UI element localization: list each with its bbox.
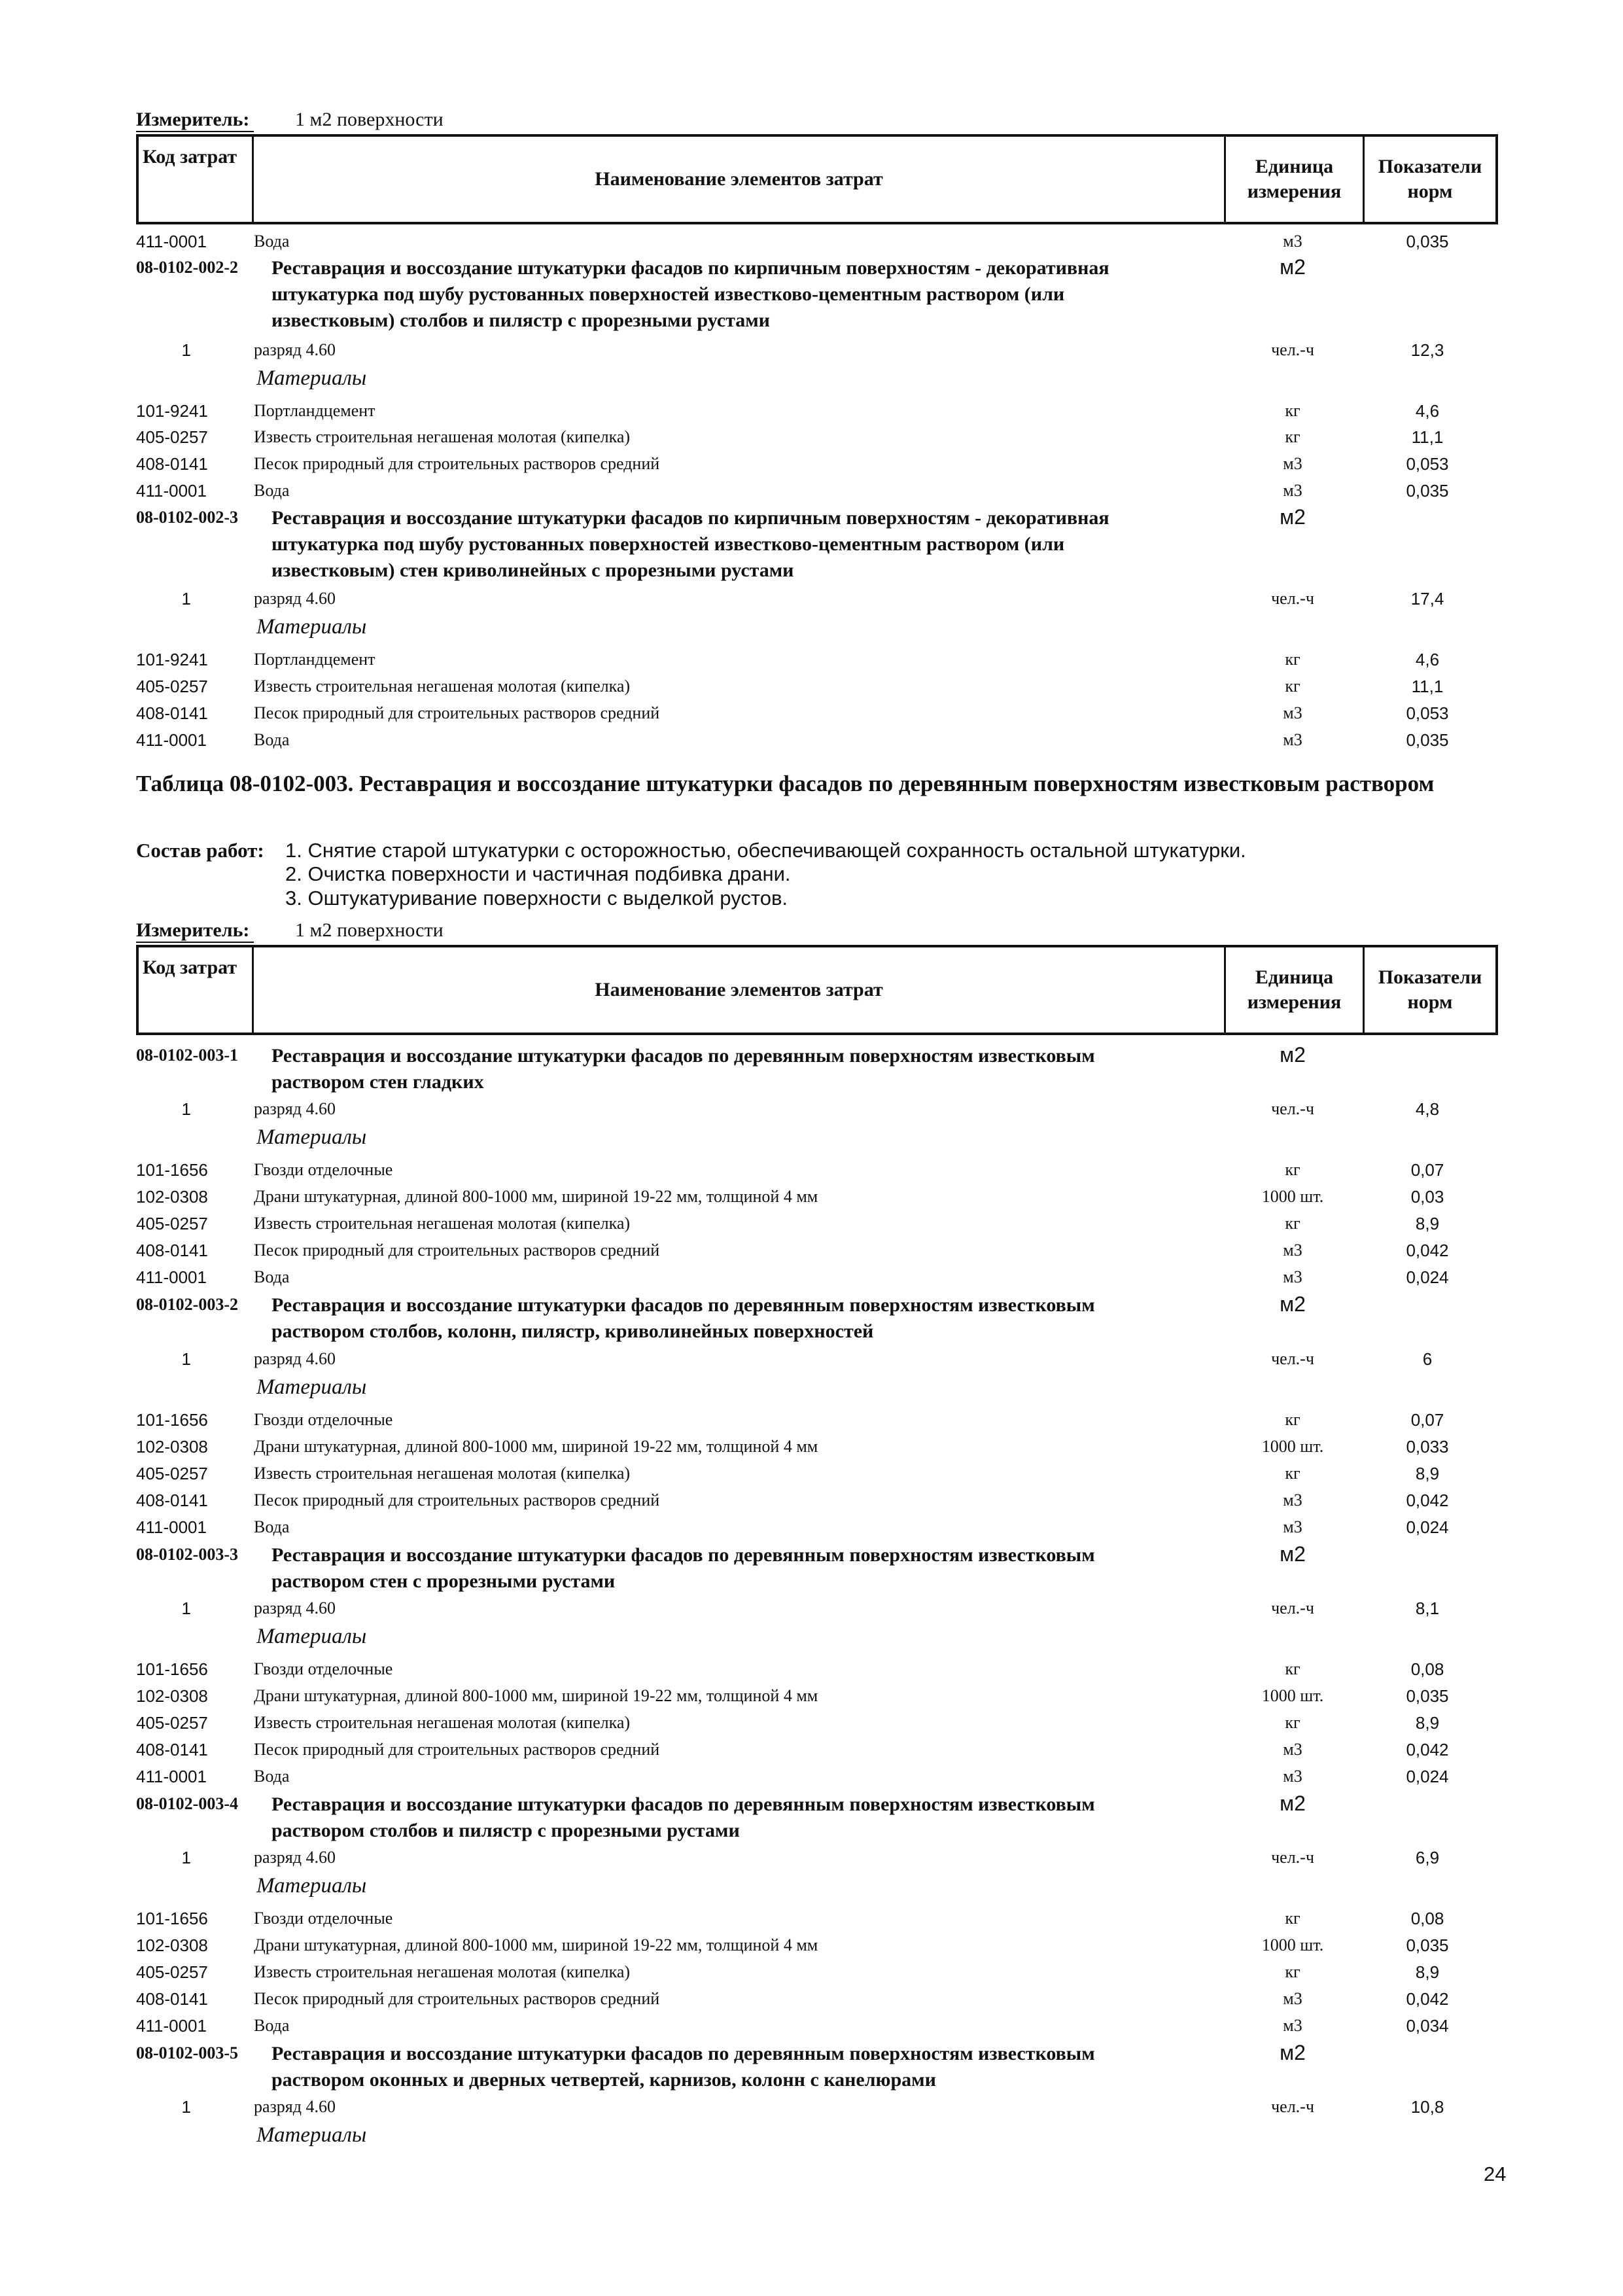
norm-title: Реставрация и воссоздание штукатурки фасадов по деревянным поверхностям известковым раствором столбов и пилястр с прорезными рустами — [271, 1793, 1095, 1841]
page-number: 24 — [1484, 2163, 1507, 2185]
row-unit: 1000 шт. — [1261, 1935, 1324, 1954]
row-value: 11,1 — [1411, 677, 1444, 696]
row-value: 6,9 — [1415, 1848, 1440, 1867]
row-code: 101-1656 — [136, 1659, 208, 1679]
norm-title: Реставрация и воссоздание штукатурки фасадов по деревянным поверхностям известковым раствором оконных и дверных четвертей, карнизов, колонн с канелюрами — [271, 2043, 1095, 2091]
row-unit: кг — [1285, 677, 1300, 696]
row-num: 1 — [181, 1349, 191, 1369]
works-label: Состав работ: — [136, 839, 264, 862]
norm-code: 08-0102-003-5 — [136, 2043, 238, 2062]
row-value: 4,8 — [1415, 1099, 1440, 1119]
row-name: Песок природный для строительных растворов средний — [254, 454, 660, 473]
materials-label: Материалы — [256, 366, 367, 390]
row-unit: м3 — [1283, 730, 1302, 749]
row-name: Портландцемент — [254, 401, 375, 420]
header-code: Код затрат — [139, 947, 254, 1033]
table-title: Таблица 08-0102-003. Реставрация и воссоздание штукатурки фасадов по деревянным поверхностям известковым раствором — [136, 771, 1435, 796]
materials-label: Материалы — [256, 1874, 367, 1898]
row-name: Драни штукатурная, длиной 800-1000 мм, шириной 19-22 мм, толщиной 4 мм — [254, 1935, 818, 1954]
norm-unit: м2 — [1280, 1043, 1306, 1067]
row-name: Драни штукатурная, длиной 800-1000 мм, шириной 19-22 мм, толщиной 4 мм — [254, 1437, 818, 1456]
row-unit: м3 — [1283, 1767, 1302, 1786]
row-unit: кг — [1285, 1659, 1300, 1678]
row-code: 102-0308 — [136, 1437, 208, 1457]
materials-label: Материалы — [256, 1625, 367, 1648]
row-value: 10,8 — [1410, 2097, 1444, 2117]
header-name: Наименование элементов затрат — [254, 137, 1226, 222]
norm-unit: м2 — [1280, 505, 1306, 529]
row-name: Песок природный для строительных растворов средний — [254, 703, 660, 722]
row-name: Вода — [254, 1267, 290, 1286]
row-value: 8,1 — [1415, 1598, 1440, 1618]
row-code: 102-0308 — [136, 1935, 208, 1955]
row-value: 12,3 — [1410, 340, 1444, 360]
norm-unit: м2 — [1280, 255, 1306, 279]
row-name: Вода — [254, 1767, 290, 1786]
row-unit: м3 — [1283, 2016, 1302, 2035]
row-value: 0,053 — [1406, 703, 1449, 723]
measure-label: Измеритель: — [136, 109, 250, 130]
row-name: Вода — [254, 481, 290, 500]
header-code: Код затрат — [139, 137, 254, 222]
norm-title: Реставрация и воссоздание штукатурки фасадов по деревянным поверхностям известковым раствором столбов, колонн, пилястр, криволинейных поверхностей — [271, 1294, 1095, 1342]
norm-code: 08-0102-003-4 — [136, 1794, 238, 1813]
norm-code: 08-0102-003-3 — [136, 1545, 238, 1564]
row-unit: 1000 шт. — [1261, 1437, 1324, 1456]
row-unit: кг — [1285, 1160, 1300, 1179]
works-item: 3. Оштукатуривание поверхности с выделкой рустов. — [285, 887, 788, 910]
row-code: 405-0257 — [136, 1713, 208, 1733]
row-unit: кг — [1285, 650, 1300, 669]
row-code: 101-1656 — [136, 1909, 208, 1928]
row-code: 408-0141 — [136, 454, 208, 474]
row-code: 101-9241 — [136, 401, 208, 421]
row-num: 1 — [181, 1099, 191, 1119]
row-code: 102-0308 — [136, 1686, 208, 1706]
row-value: 8,9 — [1415, 1464, 1440, 1483]
row-code: 405-0257 — [136, 1214, 208, 1233]
row-unit: 1000 шт. — [1261, 1686, 1324, 1705]
row-code: 411-0001 — [136, 2016, 207, 2036]
row-unit: 1000 шт. — [1261, 1187, 1324, 1206]
row-name: Драни штукатурная, длиной 800-1000 мм, шириной 19-22 мм, толщиной 4 мм — [254, 1686, 818, 1705]
measure-line-top — [136, 109, 444, 131]
row-code: 405-0257 — [136, 1464, 208, 1483]
row-value: 8,9 — [1415, 1713, 1440, 1733]
row-name: разряд 4.60 — [254, 340, 336, 359]
row-value: 0,024 — [1406, 1267, 1449, 1287]
header-unit: Единица измерения — [1226, 947, 1365, 1033]
row-unit: м3 — [1283, 1267, 1302, 1286]
norm-code: 08-0102-002-2 — [136, 258, 238, 277]
row-value: 0,035 — [1406, 232, 1449, 251]
table-header-top — [136, 134, 1498, 224]
row-unit: м3 — [1283, 481, 1302, 500]
row-code: 411-0001 — [136, 232, 207, 251]
row-value: 0,024 — [1406, 1517, 1449, 1537]
row-value: 0,042 — [1406, 1740, 1449, 1759]
row-value: 0,08 — [1410, 1909, 1444, 1928]
row-value: 0,034 — [1406, 2016, 1449, 2036]
row-unit: м3 — [1283, 232, 1302, 251]
row-value: 0,053 — [1406, 454, 1449, 474]
norm-title: Реставрация и воссоздание штукатурки фасадов по кирпичным поверхностям - декоративная штукатурка под шубу рустованных поверхностей известково-цементным раствором (или известковым) стен криволинейных с прорезными рустами — [271, 507, 1109, 581]
norm-unit: м2 — [1280, 1292, 1306, 1316]
header-norm: Показатели норм — [1378, 156, 1482, 202]
norm-title: Реставрация и воссоздание штукатурки фасадов по деревянным поверхностям известковым раствором стен гладких — [271, 1045, 1095, 1093]
row-unit: кг — [1285, 1464, 1300, 1483]
row-code: 411-0001 — [136, 481, 207, 501]
measure-line-bottom — [136, 919, 444, 942]
row-unit: кг — [1285, 427, 1300, 446]
row-unit: кг — [1285, 1962, 1300, 1981]
row-value: 0,03 — [1410, 1187, 1444, 1207]
row-name: Гвозди отделочные — [254, 1909, 393, 1928]
row-name: разряд 4.60 — [254, 1099, 336, 1118]
measure-underline — [136, 131, 254, 132]
row-name: разряд 4.60 — [254, 1848, 336, 1867]
row-name: Песок природный для строительных растворов средний — [254, 1989, 660, 2008]
row-code: 102-0308 — [136, 1187, 208, 1207]
row-unit: м3 — [1283, 1241, 1302, 1260]
header-unit: Единица измерения — [1226, 137, 1365, 222]
row-name: Песок природный для строительных растворов средний — [254, 1491, 660, 1510]
row-unit: чел.-ч — [1271, 1349, 1314, 1368]
row-unit: чел.-ч — [1271, 1598, 1314, 1617]
row-name: разряд 4.60 — [254, 1598, 336, 1617]
row-value: 0,035 — [1406, 1935, 1449, 1955]
row-name: Вода — [254, 730, 290, 749]
header-name: Наименование элементов затрат — [254, 947, 1226, 1033]
norm-title: Реставрация и воссоздание штукатурки фасадов по деревянным поверхностям известковым раствором стен с прорезными рустами — [271, 1544, 1095, 1592]
row-unit: м3 — [1283, 1740, 1302, 1759]
measure-underline — [136, 942, 254, 943]
materials-label: Материалы — [256, 615, 367, 639]
row-value: 0,042 — [1406, 1989, 1449, 2009]
row-unit: кг — [1285, 1214, 1300, 1233]
row-name: Известь строительная негашеная молотая (кипелка) — [254, 677, 631, 696]
row-unit: кг — [1285, 1410, 1300, 1429]
row-code: 408-0141 — [136, 1241, 208, 1260]
row-value: 0,042 — [1406, 1491, 1449, 1510]
row-code: 411-0001 — [136, 1267, 207, 1287]
row-value: 0,07 — [1410, 1160, 1444, 1180]
row-unit: м3 — [1283, 454, 1302, 473]
row-code: 411-0001 — [136, 1767, 207, 1786]
row-code: 405-0257 — [136, 427, 208, 447]
row-value: 8,9 — [1415, 1962, 1440, 1982]
row-name: Портландцемент — [254, 650, 375, 669]
norm-title: Реставрация и воссоздание штукатурки фасадов по кирпичным поверхностям - декоративная штукатурка под шубу рустованных поверхностей известково-цементным раствором (или известковым) столбов и пилястр с прорезными рустами — [271, 257, 1109, 331]
row-value: 0,042 — [1406, 1241, 1449, 1260]
row-unit: кг — [1285, 401, 1300, 420]
row-code: 405-0257 — [136, 677, 208, 696]
row-code: 408-0141 — [136, 1491, 208, 1510]
row-value: 11,1 — [1411, 427, 1444, 447]
row-num: 1 — [181, 1848, 191, 1867]
row-unit: чел.-ч — [1271, 340, 1314, 359]
row-value: 6 — [1422, 1349, 1433, 1369]
row-value: 0,07 — [1410, 1410, 1444, 1430]
row-unit: кг — [1285, 1909, 1300, 1928]
norm-unit: м2 — [1280, 1792, 1306, 1815]
row-code: 405-0257 — [136, 1962, 208, 1982]
row-name: Драни штукатурная, длиной 800-1000 мм, шириной 19-22 мм, толщиной 4 мм — [254, 1187, 818, 1206]
row-value: 0,033 — [1406, 1437, 1449, 1457]
row-name: Гвозди отделочные — [254, 1160, 393, 1179]
row-name: Гвозди отделочные — [254, 1410, 393, 1429]
row-value: 0,08 — [1410, 1659, 1444, 1679]
materials-label: Материалы — [256, 1375, 367, 1399]
materials-label: Материалы — [256, 1125, 367, 1149]
works-item: 2. Очистка поверхности и частичная подбивка драни. — [285, 862, 791, 885]
works-composition — [136, 839, 1246, 910]
row-num: 1 — [181, 2097, 191, 2117]
row-name: разряд 4.60 — [254, 2097, 336, 2116]
row-code: 101-1656 — [136, 1410, 208, 1430]
row-code: 411-0001 — [136, 730, 207, 750]
materials-label: Материалы — [256, 2123, 367, 2147]
row-value: 0,035 — [1406, 730, 1449, 750]
row-num: 1 — [181, 1598, 191, 1618]
row-unit: чел.-ч — [1271, 1099, 1314, 1118]
table-header-bottom — [136, 945, 1498, 1035]
row-code: 408-0141 — [136, 1989, 208, 2009]
row-unit: чел.-ч — [1271, 589, 1314, 608]
row-num: 1 — [181, 589, 191, 609]
row-name: Известь строительная негашеная молотая (кипелка) — [254, 1962, 631, 1981]
row-unit: чел.-ч — [1271, 1848, 1314, 1867]
row-name: Песок природный для строительных растворов средний — [254, 1740, 660, 1759]
row-value: 0,035 — [1406, 481, 1449, 501]
header-norm: Показатели норм — [1378, 966, 1482, 1013]
works-item: 1. Снятие старой штукатурки с осторожностью, обеспечивающей сохранность остальной штукатурки. — [285, 839, 1246, 862]
row-name: Гвозди отделочные — [254, 1659, 393, 1678]
row-value: 4,6 — [1415, 401, 1440, 421]
row-code: 408-0141 — [136, 703, 208, 723]
row-num: 1 — [181, 340, 191, 360]
row-name: Известь строительная негашеная молотая (кипелка) — [254, 1214, 631, 1233]
row-name: Вода — [254, 1517, 290, 1536]
norm-code: 08-0102-003-2 — [136, 1295, 238, 1314]
row-unit: м3 — [1283, 1517, 1302, 1536]
row-value: 0,035 — [1406, 1686, 1449, 1706]
row-name: разряд 4.60 — [254, 589, 336, 608]
norm-unit: м2 — [1280, 1542, 1306, 1566]
row-code: 408-0141 — [136, 1740, 208, 1759]
measure-value: 1 м2 поверхности — [295, 109, 444, 130]
row-value: 0,024 — [1406, 1767, 1449, 1786]
norm-code: 08-0102-003-1 — [136, 1046, 238, 1065]
row-unit: м3 — [1283, 1491, 1302, 1510]
row-code: 101-1656 — [136, 1160, 208, 1180]
row-value: 4,6 — [1415, 650, 1440, 669]
row-name: Известь строительная негашеная молотая (кипелка) — [254, 1464, 631, 1483]
row-unit: кг — [1285, 1713, 1300, 1732]
measure-value: 1 м2 поверхности — [295, 919, 444, 941]
row-unit: чел.-ч — [1271, 2097, 1314, 2116]
norm-unit: м2 — [1280, 2041, 1306, 2064]
row-name: Вода — [254, 232, 290, 251]
row-code: 411-0001 — [136, 1517, 207, 1537]
row-unit: м3 — [1283, 1989, 1302, 2008]
row-name: Вода — [254, 2016, 290, 2035]
row-name: Известь строительная негашеная молотая (кипелка) — [254, 427, 631, 446]
row-name: Песок природный для строительных растворов средний — [254, 1241, 660, 1260]
row-value: 17,4 — [1410, 589, 1444, 609]
row-name: Известь строительная негашеная молотая (кипелка) — [254, 1713, 631, 1732]
row-value: 8,9 — [1415, 1214, 1440, 1233]
measure-label: Измеритель: — [136, 919, 250, 941]
norm-code: 08-0102-002-3 — [136, 508, 238, 527]
row-unit: м3 — [1283, 703, 1302, 722]
row-code: 101-9241 — [136, 650, 208, 669]
row-name: разряд 4.60 — [254, 1349, 336, 1368]
